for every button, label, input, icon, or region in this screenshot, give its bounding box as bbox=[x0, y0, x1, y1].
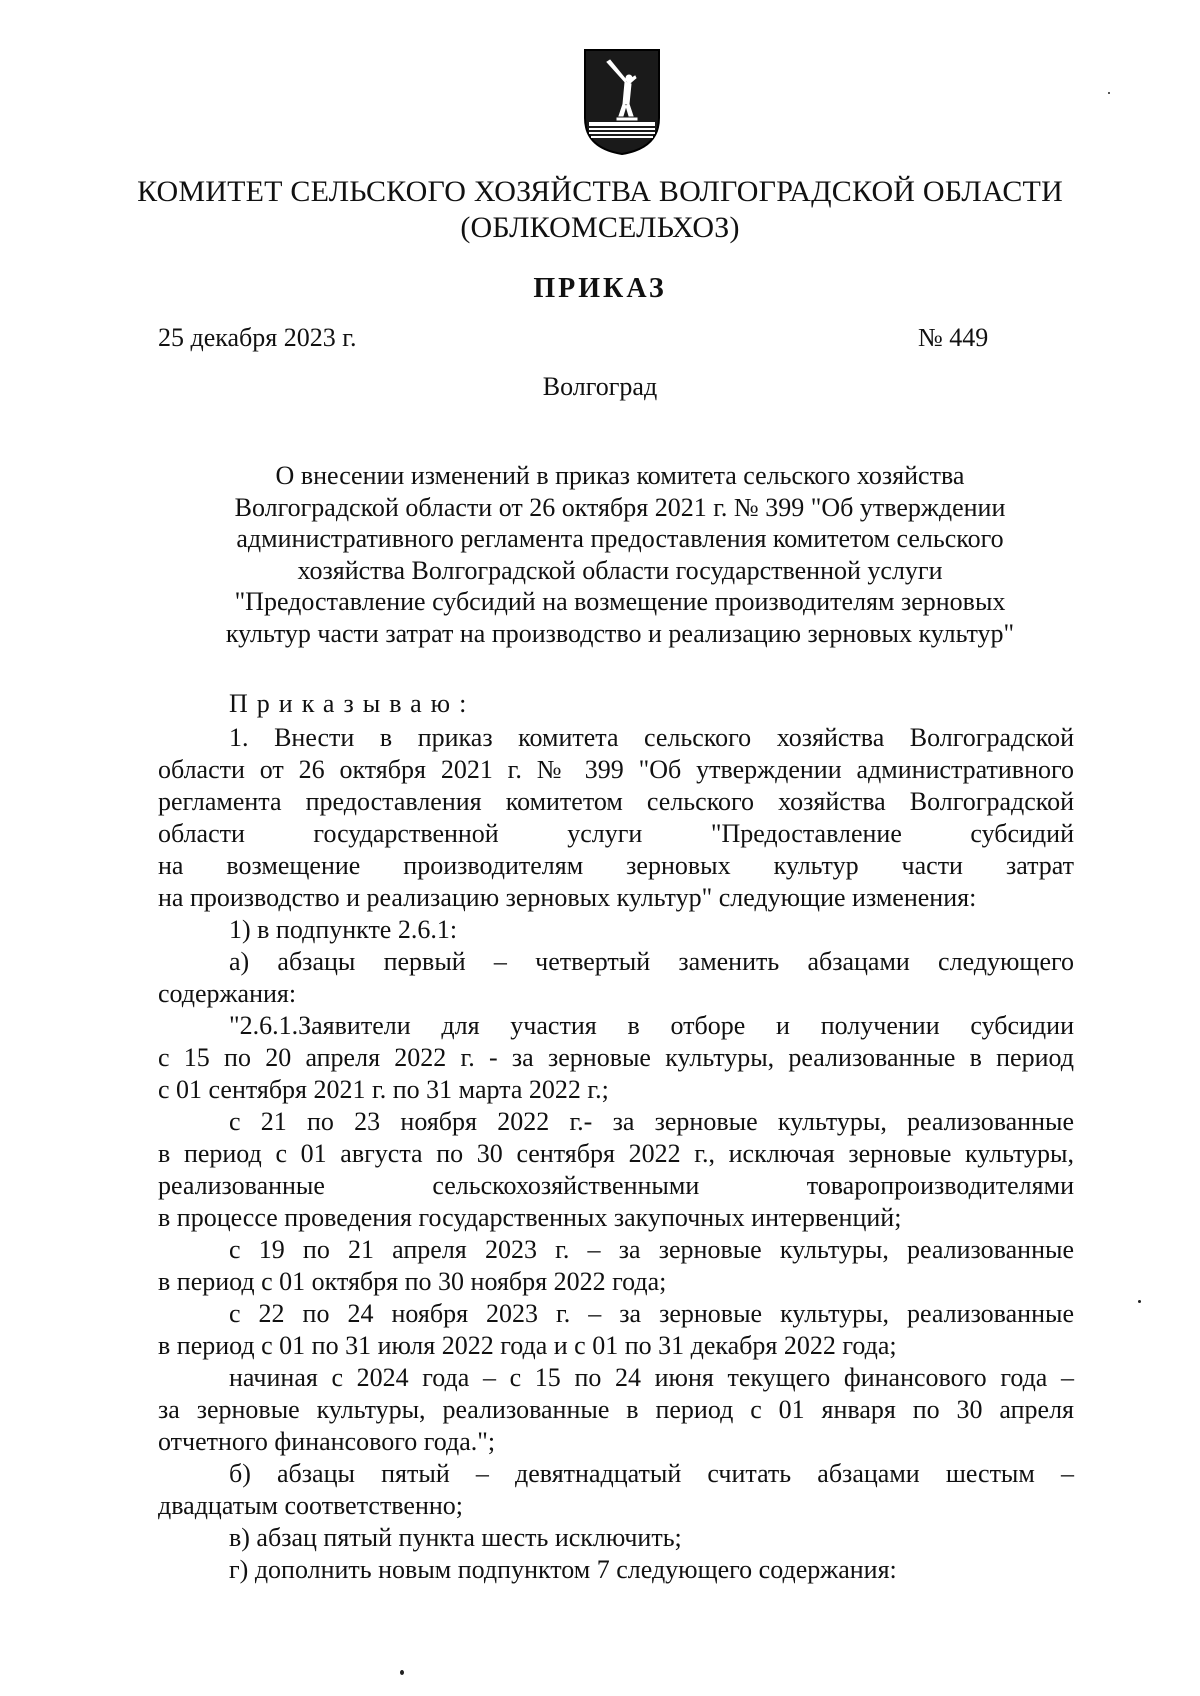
body-line: области государственной услуги "Предоставление субсидий bbox=[158, 819, 1074, 848]
body-line: в период с 01 октября по 30 ноября 2022 года; bbox=[158, 1267, 667, 1296]
body-line: 1. Внести в приказ комитета сельского хозяйства Волгоградской bbox=[229, 723, 1074, 752]
document-type: ПРИКАЗ bbox=[533, 273, 667, 304]
body-line: двадцатым соответственно; bbox=[158, 1491, 464, 1520]
body-line: с 19 по 21 апреля 2023 г. – за зерновые культуры, реализованные bbox=[229, 1235, 1074, 1264]
document-subject bbox=[170, 460, 1070, 649]
document-date: 25 декабря 2023 г. bbox=[158, 323, 357, 352]
body-line: а) абзацы первый – четвертый заменить абзацами следующего bbox=[229, 947, 1074, 976]
subject-line: О внесении изменений в приказ комитета сельского хозяйства bbox=[275, 461, 965, 490]
volgograd-coat-of-arms-icon bbox=[583, 48, 661, 156]
scan-speck bbox=[400, 1670, 404, 1675]
organization-abbreviation: (ОБЛКОМСЕЛЬХОЗ) bbox=[460, 211, 740, 244]
subject-line: административного регламента предоставления комитетом сельского bbox=[236, 524, 1004, 553]
scan-speck bbox=[1108, 92, 1110, 94]
document-body bbox=[158, 722, 1074, 1586]
body-line: отчетного финансового года."; bbox=[158, 1427, 496, 1456]
body-line: в период с 01 по 31 июля 2022 года и с 01 по 31 декабря 2022 года; bbox=[158, 1331, 897, 1360]
body-line: на производство и реализацию зерновых культур" следующие изменения: bbox=[158, 883, 977, 912]
body-line: области от 26 октября 2021 г. № 399 "Об утверждении административного bbox=[158, 755, 1074, 784]
subject-line: Волгоградской области от 26 октября 2021 г. № 399 "Об утверждении bbox=[234, 492, 1006, 522]
body-line: "2.6.1.Заявители для участия в отборе и получении субсидии bbox=[229, 1011, 1074, 1040]
subject-line: культур части затрат на производство и реализацию зерновых культур" bbox=[225, 618, 1015, 648]
body-line: с 15 по 20 апреля 2022 г. - за зерновые культуры, реализованные в период bbox=[158, 1043, 1074, 1072]
body-line: г) дополнить новым подпунктом 7 следующего содержания: bbox=[229, 1555, 897, 1584]
body-line: с 21 по 23 ноября 2022 г.- за зерновые культуры, реализованные bbox=[229, 1107, 1074, 1136]
body-line: на возмещение производителям зерновых культур части затрат bbox=[158, 851, 1074, 880]
order-lead-text: Приказываю: bbox=[229, 689, 476, 718]
body-line: реализованные сельскохозяйственными товаропроизводителями bbox=[158, 1171, 1074, 1200]
body-line: 1) в подпункте 2.6.1: bbox=[229, 915, 458, 944]
body-line: в) абзац пятый пункта шесть исключить; bbox=[229, 1523, 682, 1552]
subject-line: хозяйства Волгоградской области государственной услуги bbox=[297, 555, 943, 585]
body-line: в процессе проведения государственных закупочных интервенций; bbox=[158, 1203, 902, 1232]
organization-name: КОМИТЕТ СЕЛЬСКОГО ХОЗЯЙСТВА ВОЛГОГРАДСКОЙ ОБЛАСТИ bbox=[137, 175, 1063, 208]
scan-speck bbox=[1138, 1300, 1141, 1303]
body-line: содержания: bbox=[158, 979, 297, 1008]
document-number: № 449 bbox=[918, 323, 989, 352]
body-line: б) абзацы пятый – девятнадцатый считать абзацами шестым – bbox=[229, 1459, 1074, 1488]
organization-title bbox=[120, 174, 1080, 246]
subject-line: "Предоставление субсидий на возмещение производителям зерновых bbox=[234, 587, 1006, 616]
body-line: регламента предоставления комитетом сельского хозяйства Волгоградской bbox=[158, 787, 1074, 816]
body-line: с 01 сентября 2021 г. по 31 марта 2022 г.; bbox=[158, 1075, 609, 1104]
document-city: Волгоград bbox=[542, 372, 658, 401]
body-line: с 22 по 24 ноября 2023 г. – за зерновые культуры, реализованные bbox=[229, 1299, 1074, 1328]
body-line: за зерновые культуры, реализованные в период с 01 января по 30 апреля bbox=[158, 1395, 1074, 1424]
body-line: начиная с 2024 года – с 15 по 24 июня текущего финансового года – bbox=[229, 1363, 1074, 1392]
body-line: в период с 01 августа по 30 сентября 2022 г., исключая зерновые культуры, bbox=[158, 1139, 1074, 1168]
